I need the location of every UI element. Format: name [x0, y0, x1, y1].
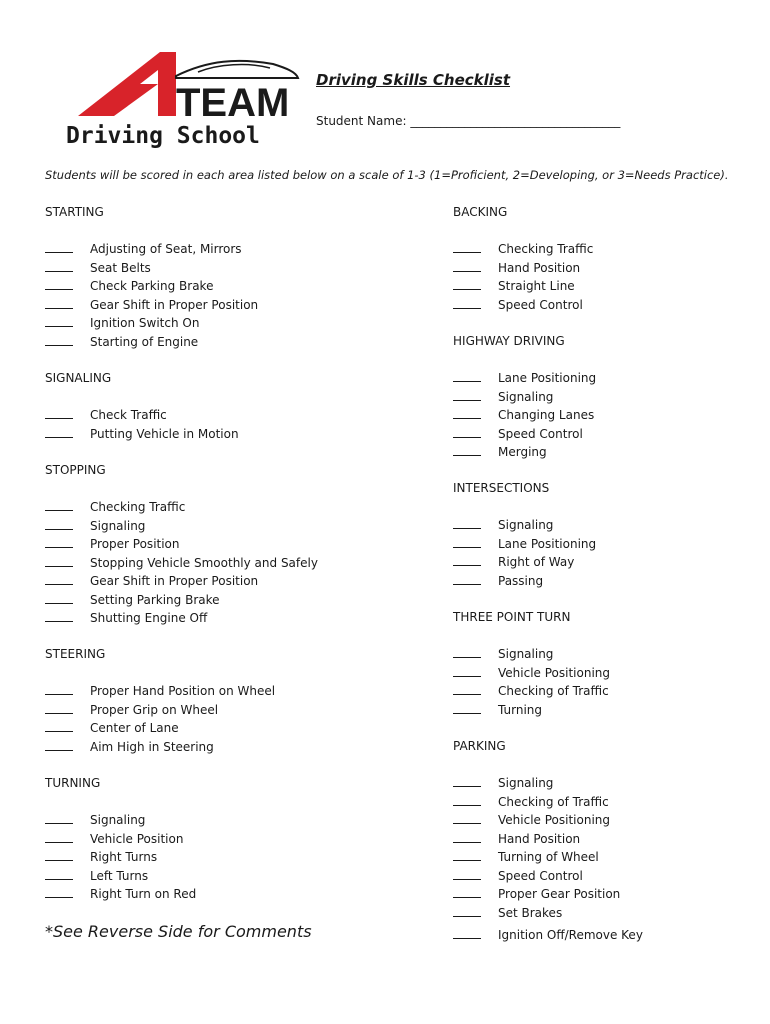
checklist-item	[45, 721, 179, 735]
score-blank[interactable]	[45, 427, 73, 438]
score-blank[interactable]	[45, 850, 73, 861]
checklist-item	[45, 518, 146, 533]
checklist-item	[45, 702, 219, 717]
checklist-item	[453, 794, 609, 809]
checklist-item-label: Center of Lane	[90, 721, 179, 735]
checklist-item-label: Lane Positioning	[498, 371, 597, 385]
checklist-item	[453, 371, 597, 385]
score-blank[interactable]	[45, 408, 73, 419]
checklist-item	[453, 297, 583, 312]
checklist-item	[45, 334, 199, 349]
checklist-item-label: Checking Traffic	[498, 242, 594, 256]
checklist-item	[453, 776, 554, 790]
checklist-item-label: Speed Control	[498, 297, 583, 312]
score-blank[interactable]	[45, 611, 73, 622]
checklist-item	[45, 316, 200, 330]
checklist-item-label: Left Turns	[90, 868, 149, 883]
score-blank[interactable]	[453, 261, 481, 272]
checklist-item-label: Ignition Switch On	[90, 316, 200, 330]
checklist-item-label: Right Turn on Red	[90, 887, 197, 901]
score-blank[interactable]	[453, 242, 481, 253]
checklist-item	[45, 684, 276, 698]
score-blank[interactable]	[453, 390, 481, 401]
checklist-item-label: Checking of Traffic	[498, 794, 609, 809]
checklist-item	[453, 573, 544, 588]
section-heading: BACKING	[453, 205, 508, 219]
checklist-item-label: Checking of Traffic	[498, 684, 609, 698]
score-blank[interactable]	[45, 556, 73, 567]
checklist-item-label: Check Parking Brake	[90, 279, 214, 293]
score-blank[interactable]	[45, 242, 73, 253]
checklist-item	[45, 408, 167, 422]
checklist-item-label: Signaling	[90, 813, 146, 827]
checklist-item	[453, 426, 583, 441]
checklist-item-label: Ignition Off/Remove Key	[498, 928, 643, 942]
section-heading: PARKING	[453, 739, 506, 753]
checklist-item	[453, 445, 547, 459]
checklist-item-label: Shutting Engine Off	[90, 611, 208, 625]
checklist-item	[453, 868, 583, 883]
checklist-item	[45, 555, 318, 570]
checklist-item-label: Lane Positioning	[498, 536, 597, 551]
checklist-item-label: Speed Control	[498, 868, 583, 883]
score-blank[interactable]	[453, 371, 481, 382]
score-blank[interactable]	[453, 279, 481, 290]
checklist-item	[45, 592, 220, 607]
score-blank[interactable]	[45, 574, 73, 585]
a-team-logo	[58, 50, 303, 150]
checklist-item	[45, 242, 242, 256]
checklist-item-label: Gear Shift in Proper Position	[90, 297, 259, 312]
checklist-item-label: Adjusting of Seat, Mirrors	[90, 242, 242, 256]
checklist-item-label: Turning of Wheel	[498, 850, 599, 864]
score-blank[interactable]	[45, 832, 73, 843]
score-blank[interactable]	[453, 427, 481, 438]
checklist-item	[453, 665, 611, 680]
section-heading: STOPPING	[45, 463, 106, 477]
checklist-item	[45, 813, 146, 827]
score-blank[interactable]	[453, 832, 481, 843]
checklist-item-label: Hand Position	[498, 260, 581, 275]
score-blank[interactable]	[453, 555, 481, 566]
checklist-item	[453, 887, 621, 901]
checklist-item-label: Vehicle Positioning	[498, 813, 611, 827]
checklist-item	[453, 813, 611, 827]
score-blank[interactable]	[453, 813, 481, 824]
checklist-item-label: Speed Control	[498, 426, 583, 441]
score-blank[interactable]	[45, 335, 73, 346]
score-blank[interactable]	[453, 703, 481, 714]
checklist-item-label: Straight Line	[498, 279, 575, 293]
score-blank[interactable]	[453, 850, 481, 861]
checklist-item-label: Signaling	[498, 776, 554, 790]
checklist-item-label: Hand Position	[498, 831, 581, 846]
checklist-item-label: Setting Parking Brake	[90, 592, 220, 607]
checklist-item-label: Seat Belts	[90, 260, 151, 275]
checklist-item-label: Vehicle Position	[90, 831, 184, 846]
score-blank[interactable]	[45, 279, 73, 290]
score-blank[interactable]	[453, 906, 481, 917]
logo-driving-school-text: Driving School	[66, 123, 260, 149]
checklist-item	[45, 868, 149, 883]
checklist-item	[45, 537, 180, 551]
checklist-item-label: Signaling	[90, 518, 146, 533]
section-heading: STEERING	[45, 647, 106, 661]
scoring-instructions: Students will be scored in each area listed below on a scale of 1-3 (1=Proficient, 2=Developing, or 3=Needs Practice).	[45, 168, 729, 182]
checklist-item	[45, 611, 208, 625]
checklist-item-label: Aim High in Steering	[90, 739, 214, 754]
score-blank[interactable]	[453, 298, 481, 309]
checklist-item	[453, 279, 575, 293]
reverse-side-note: *See Reverse Side for Comments	[45, 922, 312, 941]
checklist-item-label: Stopping Vehicle Smoothly and Safely	[90, 555, 318, 570]
score-blank[interactable]	[45, 593, 73, 604]
checklist-item	[45, 850, 158, 864]
score-blank[interactable]	[453, 518, 481, 529]
checklist-item-label: Putting Vehicle in Motion	[90, 426, 239, 441]
checklist-item-label: Check Traffic	[90, 408, 167, 422]
checklist-item	[453, 684, 609, 698]
score-blank[interactable]	[45, 537, 73, 548]
checklist-item	[453, 260, 581, 275]
checklist-item	[453, 555, 575, 569]
checklist-item-label: Proper Gear Position	[498, 887, 621, 901]
checklist-item-label: Merging	[498, 445, 547, 459]
checklist-item	[453, 928, 643, 942]
section-heading: INTERSECTIONS	[453, 481, 550, 495]
score-blank[interactable]	[453, 537, 481, 548]
checklist-item	[45, 831, 184, 846]
checklist-item	[45, 887, 197, 901]
checklist-item-label: Set Brakes	[498, 905, 563, 920]
score-blank[interactable]	[45, 703, 73, 714]
score-blank[interactable]	[453, 776, 481, 787]
checklist-item	[45, 260, 151, 275]
score-blank[interactable]	[453, 869, 481, 880]
checklist-item	[453, 242, 594, 256]
score-blank[interactable]	[45, 887, 73, 898]
section-heading: TURNING	[45, 776, 101, 790]
section-heading: STARTING	[45, 205, 104, 219]
checklist-item-label: Changing Lanes	[498, 408, 595, 422]
checklist-item	[453, 518, 554, 532]
score-blank[interactable]	[45, 813, 73, 824]
checklist-item-label: Right Turns	[90, 850, 158, 864]
checklist-item-label: Right of Way	[498, 555, 575, 569]
checklist-item-label: Turning	[498, 702, 542, 717]
score-blank[interactable]	[453, 408, 481, 419]
checklist-item	[45, 279, 214, 293]
score-blank[interactable]	[453, 684, 481, 695]
score-blank[interactable]	[453, 666, 481, 677]
section-heading: HIGHWAY DRIVING	[453, 334, 565, 348]
checklist-item	[453, 408, 595, 422]
checklist-item-label: Starting of Engine	[90, 334, 199, 349]
student-name-field: Student Name: ___________________________________	[316, 114, 621, 128]
score-blank[interactable]	[453, 574, 481, 585]
checklist-item	[453, 389, 554, 404]
checklist-item	[45, 500, 186, 514]
checklist-item	[45, 426, 239, 441]
checklist-item	[453, 831, 581, 846]
checklist-item-label: Signaling	[498, 389, 554, 404]
checklist-item	[453, 850, 599, 864]
score-blank[interactable]	[453, 647, 481, 658]
checklist-item	[45, 739, 214, 754]
score-blank[interactable]	[45, 740, 73, 751]
checklist-item-label: Checking Traffic	[90, 500, 186, 514]
checklist-item	[453, 905, 563, 920]
checklist-item	[453, 647, 554, 661]
score-blank[interactable]	[45, 869, 73, 880]
score-blank[interactable]	[453, 887, 481, 898]
score-blank[interactable]	[45, 684, 73, 695]
score-blank[interactable]	[453, 928, 481, 939]
checklist-item-label: Proper Grip on Wheel	[90, 702, 219, 717]
checklist-item	[453, 702, 542, 717]
score-blank[interactable]	[45, 261, 73, 272]
checklist-item-label: Gear Shift in Proper Position	[90, 574, 259, 588]
checklist-item-label: Signaling	[498, 518, 554, 532]
score-blank[interactable]	[45, 298, 73, 309]
logo-team-text: TEAM	[176, 81, 290, 125]
checklist-item-label: Proper Hand Position on Wheel	[90, 684, 276, 698]
score-blank[interactable]	[45, 500, 73, 511]
section-heading: THREE POINT TURN	[453, 610, 571, 624]
checklist-item-label: Passing	[498, 573, 544, 588]
score-blank[interactable]	[45, 519, 73, 530]
section-heading: SIGNALING	[45, 371, 112, 385]
score-blank[interactable]	[453, 445, 481, 456]
page-title: Driving Skills Checklist	[316, 71, 511, 89]
car-outline-icon	[176, 61, 298, 78]
checklist-item-label: Proper Position	[90, 537, 180, 551]
checklist-item	[45, 297, 259, 312]
checklist-item	[453, 536, 597, 551]
checklist-item	[45, 574, 259, 588]
checklist-item-label: Vehicle Positioning	[498, 665, 611, 680]
score-blank[interactable]	[453, 795, 481, 806]
logo-red-a	[78, 52, 176, 116]
checklist-item-label: Signaling	[498, 647, 554, 661]
score-blank[interactable]	[45, 316, 73, 327]
score-blank[interactable]	[45, 721, 73, 732]
